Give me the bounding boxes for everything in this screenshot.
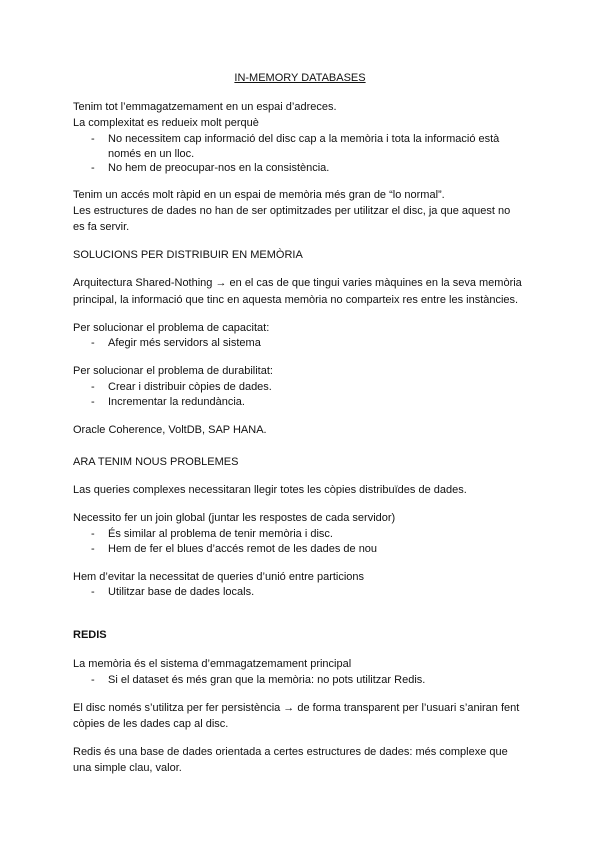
paragraph: La complexitat es redueix molt perquè [73, 117, 259, 129]
bullet-dash: - [91, 381, 95, 393]
section-heading: SOLUCIONS PER DISTRIBUIR EN MEMÒRIA [73, 249, 303, 261]
paragraph: Les estructures de dades no han de ser optimitzades per utilitzar el disc, ja que aquest no [73, 205, 511, 217]
paragraph: Per solucionar el problema de durabilitat: [73, 365, 273, 377]
bullet-text: Hem de fer el blues d’accés remot de les dades de nou [108, 543, 378, 555]
paragraph: La memòria és el sistema d’emmagatzemament principal [73, 658, 352, 670]
paragraph: Tenim un accés molt ràpid en un espai de memòria més gran de “lo normal”. [73, 189, 445, 201]
paragraph: Arquitectura Shared-Nothing → en el cas de que tingui varies màquines en la seva memòria [73, 277, 522, 289]
bullet-dash: - [91, 586, 95, 598]
bullet-dash: - [91, 674, 95, 686]
bullet-dash: - [91, 528, 95, 540]
bullet-text: No necessitem cap informació del disc cap a la memòria i tota la informació està [108, 133, 500, 145]
bullet-text: Utilitzar base de dades locals. [108, 586, 255, 598]
bullet-dash: - [91, 162, 95, 174]
paragraph: còpies de les dades cap al disc. [73, 718, 229, 730]
paragraph: una simple clau, valor. [73, 762, 182, 774]
bullet-item [91, 585, 254, 599]
bullet-item [91, 673, 425, 687]
bullet-item [91, 161, 329, 175]
bullet-dash: - [91, 337, 95, 349]
paragraph: Hem d’evitar la necessitat de queries d’unió entre particions [73, 571, 365, 583]
bullet-item [91, 527, 333, 541]
paragraph: Oracle Coherence, VoltDB, SAP HANA. [73, 424, 267, 436]
bullet-dash: - [91, 543, 95, 555]
section-heading: REDIS [73, 629, 107, 641]
bullet-text: Afegir més servidors al sistema [108, 337, 261, 349]
paragraph: Per solucionar el problema de capacitat: [73, 322, 270, 334]
document-title: IN-MEMORY DATABASES [234, 72, 366, 84]
paragraph: Redis és una base de dades orientada a certes estructures de dades: més complexe que [73, 746, 508, 758]
bullet-text: Incrementar la redundància. [108, 396, 245, 408]
paragraph: es fa servir. [73, 221, 130, 233]
paragraph: El disc només s’utilitza per fer persistència → de forma transparent per l’usuari s’aniran fent [73, 702, 520, 714]
paragraph: Las queries complexes necessitaran llegir totes les còpies distribuïdes de dades. [73, 484, 467, 496]
bullet-text: Si el dataset és més gran que la memòria: no pots utilitzar Redis. [108, 674, 426, 686]
bullet-item [91, 395, 245, 409]
section-heading: ARA TENIM NOUS PROBLEMES [73, 456, 239, 468]
bullet-item [91, 542, 377, 556]
bullet-item [91, 380, 272, 394]
bullet-dash: - [91, 396, 95, 408]
bullet-item [91, 132, 499, 146]
bullet-text: Crear i distribuir còpies de dades. [108, 381, 272, 393]
bullet-dash: - [91, 133, 95, 145]
bullet-text: És similar al problema de tenir memòria i disc. [108, 528, 333, 540]
bullet-continuation: només en un lloc. [108, 148, 195, 160]
bullet-text: No hem de preocupar-nos en la consistència. [108, 162, 330, 174]
bullet-item [91, 336, 261, 350]
paragraph: Tenim tot l’emmagatzemament en un espai d’adreces. [73, 101, 337, 113]
paragraph: Necessito fer un join global (juntar les respostes de cada servidor) [73, 512, 396, 524]
paragraph: principal, la informació que tinc en aquesta memòria no comparteix res entre les instàncies. [73, 294, 519, 306]
